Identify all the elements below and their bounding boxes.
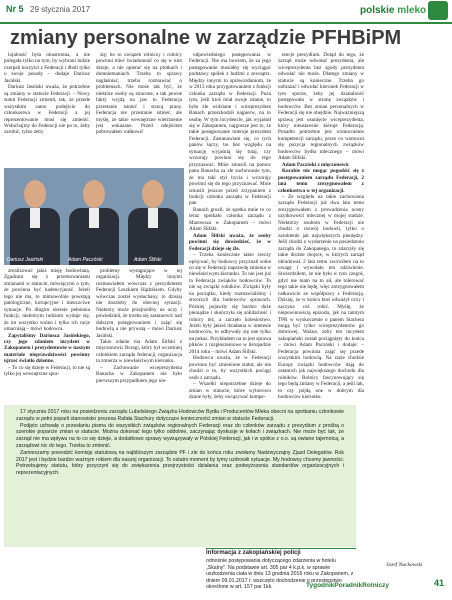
paragraph: – To co się dzieje w Federacji, to nie są tylko jej wewnętrzne spra-	[4, 364, 90, 378]
article-title: zmiany personalne w zarządzie PFHBiPM	[10, 27, 402, 49]
page-number: 41	[433, 578, 444, 588]
paragraph: – Wszelki niepotrzebne dzieje do zmian w statucie, które wyborowo dzane były, żeby uwiązywać kompe-	[189, 381, 271, 401]
highlight-box	[4, 405, 356, 547]
subheading: Adam Paczóski z mięczonowic	[282, 161, 350, 168]
brand-part: Tygodnik	[306, 582, 335, 589]
issue-number: Nr 5	[6, 4, 24, 14]
paragraph: tencje prezydium. Dotąd do tego, że zarząd może odwołać prezydenta, ale wiceprezydenta bez zgody prezydenta odwołać nie może. Dlatego zmiany w statucie są konieczne. Trzeba go uobrażać i odwołać kierunek Federacji w tym sporze, żeby jej działalność postępowała w stronę związków i hodowców. Bez zmian personalnych w Federacji się nie obejdzie. Najważniejszą sprawą jest usunięcie wiceprezydenta, który nieustawnie kieruje Federacją. Ponadto potrzebne jest wzmocnienie kompetencji zarządu, przez co wzmocni się pozycja regionalnych związków hodowców bydła mlecznego – mówi Adam Ślifski.	[278, 52, 364, 162]
paragraph: – Zachowanie wiceprezydenta Banacha w Zakopanem nie było pierwszym przypadkiem jego nie-	[96, 364, 182, 384]
photo-caption: Adam Ślifski	[134, 257, 162, 263]
author-signature: Józef Nuckowski	[386, 562, 423, 568]
person-photo	[65, 172, 123, 265]
paragraph-bold: Korabie nie mogąc pogodzić się z postępowaniem zarządu Federacji, 2 lata temu zrezygnowałem z członkostwa w tej organizacji.	[278, 168, 364, 194]
issue-date: 29 stycznia 2017	[30, 5, 91, 14]
paragraph: – Ze względu na takie zachowania zarządu Federacji już dwa lata temu zrezygnowałem z prowadzenia oceny użytkowości mlecznej w mojej stadzie. Niektórzy osobom w Federacji nie chodzi o rozwój hodowli, tylko o zarobienie jak największych pieniędzy. Jeśli chodzi o wydarzenie na posiedzeniu zarządu do Zakopanego, to zdarzyły się takie drożne mojsce, w których zarząd obradował. 2 lata temu zwróciłem na to uwagę i wywołało ten zdziwienie. Stwierdziłem, że nie było w tym czegoś, gdyż nie mam na to sił, ale tolerować tego takie nie będę, więc zrezygnowałem całkowicie ze współpracy z Federacją. Dzisiaj, że w końcu ktoś odważył oczy i zaczyna coś robić. Myślę, że niepowinnością epizodu, jak na tamtym TPR w wyskoczenie o panem Stachera mogą być tylko wiceprezydentów go dobrowej. Ważne, żeby ten incydent zakopiański został pociągnięty do końca – mówi Adam Paczóski i dodaje: – Federacja powinna zająć się przede wszystkim hodowlą. Na razie chodzie Europy związki hodowców dają do ostatnich jak największego dochodu dla rolników. Rolnicy fascynowujący się tego będą zmiany w Federacji, a jeśli tak, to czy pójdą one w dobrym dla hodowców kierunku.	[278, 193, 364, 401]
box-paragraph: 17 stycznia 2017 roku na posiedzeniu zarządu Lubelskiego Związku Hodowców Bydła i Producentów Mleka obecni na spotkaniu członkowie zarządu w pełni poparli stanowisko prezesa Rafała Stachury dotyczące konieczności zmian w statucie Federacji.	[16, 409, 344, 422]
footer-brand	[306, 582, 389, 589]
column-3	[189, 52, 271, 402]
brand-part: Rolniczy	[362, 582, 389, 589]
paragraph: zrealizować jakiś misję hodowlaną. Zgadzam się z przemowaniami zmianami w statucie, mówiącymi o tym, że powinna być kadencyjność. Jeżeli tego nie ma, to mimowolnie powstają patologiczne, korupcyjne i nieuczciwe sytuacje. Po długim okresie pełnienia funkcji, niektórym ludziom wydaje się, że im wszystko wolno i tylko ich racje umacniają – mówi hodowca.	[4, 268, 90, 333]
paragraph: – Trzeba koniecznie takie rzeczy opisywać, by hodowcy przyznali sobie co się w Federacji naprawdę zmienia w niewłaściwym kierunku. To nie jest już ta Federacja zwiąków hodowców. To nie są związki rolników. Związki były na początku, kiedy rozmawialiśmy i stworzyli dla hodowców sprawach. Później pojawiły się bardzo duże pieniądze i skończyła się solidarność i rolnicy też, a zaczęło kolesiostwo. Jeżeli były jakieś działania w interesie hodowców, to odbywały się one tylko na pokaz. Przykładem na to jest sprawa plików z rozgłoszeniowe w listopadzie 2014 roku – mówi Adam Ślifski.	[189, 252, 271, 355]
photo-three-men	[4, 168, 184, 265]
box-paragraph: Podjęto uchwałę o przesłaniu pisma do wszystkich związków regionalnych Federacji oraz do członków zarządu z prezydium z prośbą o szerokie poparcie zmian w statucie. Można dokonać tego tylko oddolnie, zaczynając dyskusje w kołach i związkach. Nie może być tak, że zarząd nie ma wpływu na to co się dzieje, a dodatkowo sprawy wywiązywały w Polskiej Federacji, jak i w spółce z o.o. są owiane tajemnicą, a zarządowi nic do tego. Trzeba to zmienić.	[16, 422, 344, 449]
person-photo	[6, 172, 64, 265]
photo-caption: Adam Paczóski	[68, 257, 103, 263]
logo-text-b: mleko	[397, 5, 427, 16]
paragraph: Dariusz Jasiński uważa, że potrzebne są zmiany w statucie Federacji. – Nowy statut Federacji zmienił, tak, że przede wszystkim samo podejście do członkostwa w Federacji a jej reprezentowanie musi się zmienić. Wsłuchajmy do Federacji nie po to, żeby zarobić, tylko żeby	[4, 84, 90, 136]
column-1-mid	[4, 268, 90, 402]
header-rule	[0, 22, 452, 24]
brand-part: Poradnik	[334, 582, 363, 589]
person-photo	[124, 172, 182, 265]
paragraph: problemy wystąpujące w tej organizacji. Między innymi rozmawiałem wówczas z prezydentem Federacji Leszkiem Hądzikiem. Gdyby wówczas został wysłuchany, to dzisiaj nie doszłoby do obecnej sytuacji. Niektóry może przejrzeliby na oczy i powiedzieli, że trzeba się zastanowić nad dalszym postępowaniem i zająć się hodowlą a nie prywatą – mówi Dariusz Jasiński.	[96, 268, 182, 339]
cow-icon	[428, 1, 448, 20]
paragraph: się; bo to związek rolniczy i rolnicy powinni mieć świadomość co się w nim dzieje, a nie opierać się na plotkach i domniemaniach. Trzeba to sprawy naglaśniać, trzeba rozmawiać o problemach. Nie może tak być, że niektóre osoby są stracone, a tak pewne fakty wyjdą na jaw to Federacja przestanie istnieć i stracą pracę. Federacja nie przestanie istnieć, ale myślę, że takie wewnętrzne wietrznenie jest wskazane. Przed odejściem pobrowałem wałkowić	[96, 52, 182, 136]
paragraph: odpowiedniego postępowania w Federacji. Nie ma bowiem, że za jego postępowanie musiałby się wyciągać podstawy spółek z ludźmi z zewnątrz. Między innymi to sprawozdaniom, że w 2013 roku przygotowaniem z funkcji członka zarządu w Federacji. Poza tym, jeśli ktoś miał swoje zdanie, to było źle widziane i wiceprezydent Banach przeszkodził najpierw, na to osobę. W tym incydencie, jak wyjaśnił się w Zakopanem, najgorsze jest to, że takie postępowanie toleruje prezydent Federacji. Zastanawiam się, co tych panów łączy, bo bez względu na sytuację wyjaśnią się tutaj, czy wczorajy powinni się do tego przyznawać. Mnie zmusili na pomoc panu Banacha za złe zachowanie tym, że ma taki styl bycia i wczorajy powinni się do tego przyznawać. Mnie zmusili jeszcze przed zrzypaniem z funkcji członka zarządu w Federacji pan	[189, 52, 271, 207]
photo-caption: Dariusz Jasiński	[7, 257, 44, 263]
paragraph: Banach groził, że spotka mnie to co teraz spotkało członka zarządu z Mazowsza w Zakopanem – mówi Adam Ślifski.	[189, 206, 271, 233]
box-paragraph: Zamieszamy powodzić komisję statutową na najbliższym zarządzie PF i zle do końca roku zwołamy Nadzwyczajny Zjazd Delegatów. Rok 2017 jest i będzie bardzo ważnym rokiem dla naszej organizacji. To ostatni moment by tymy uzdrowili sytuacje. My hodowcy chcemy jawności. Potrzebujemy statutu, który przyczyni się do zwiększenia przejrzystości działania oraz podwyższenia standardów organizacyjnych i reprezentacyjnych.	[16, 449, 344, 477]
info-title: Informacja z zakopiańskiej policji	[206, 550, 301, 556]
info-text: odnośnie postępowania dotyczącego zdarzenia w hotelu „Skalny". Na podstawie art. 305 par 4 k.p.k. w sprawie uszkodzenia ciała w dniu 13 grudnia 2016 roku w Zakopanem, z dniem 09.01.2017 r. wszczęto dochodzenie o przestępstwo określone w art. 157 par 1kk.	[206, 558, 354, 591]
column-2-mid	[96, 268, 182, 402]
paragraph: lojalność była obustronna, a nie polegała tylko na tym, by wybrani ludzie czerpali korzyści z Federacji i dbali tylko o swoje posady – dodaje Dariusz Jasiński.	[4, 52, 90, 84]
section-logo	[360, 1, 448, 20]
column-1-top	[4, 52, 90, 167]
info-divider	[206, 548, 356, 549]
column-2-top	[96, 52, 182, 167]
paragraph: Takie zdanie ma Adam Ślifski z mięczonowic Brzegi, który był wcześniej członkiem zarządu federacji, organizacja ta zmierza w niewłaściwym kierunku.	[96, 338, 182, 365]
paragraph-bold: Zapytaliśmy Dariusza Jasińskiego, czy jego zdaniem incydent w Zakopanem i prezydentowie w naszym materiale nieprawdziwości powinny ujrzeć światło dzienne.	[4, 332, 90, 365]
logo-text-a: polskie	[360, 5, 395, 16]
paragraph: Hodowca uważa, że w Federacji powinno być zmienione statut, ale nie chodzi o to, by wszystkich pociągi osób z zarządu.	[189, 355, 271, 381]
paragraph-bold: Adam Ślifski uważa, że osoby powinni się dowiedzieć, że w Federacji dzieje się źle.	[189, 232, 271, 252]
